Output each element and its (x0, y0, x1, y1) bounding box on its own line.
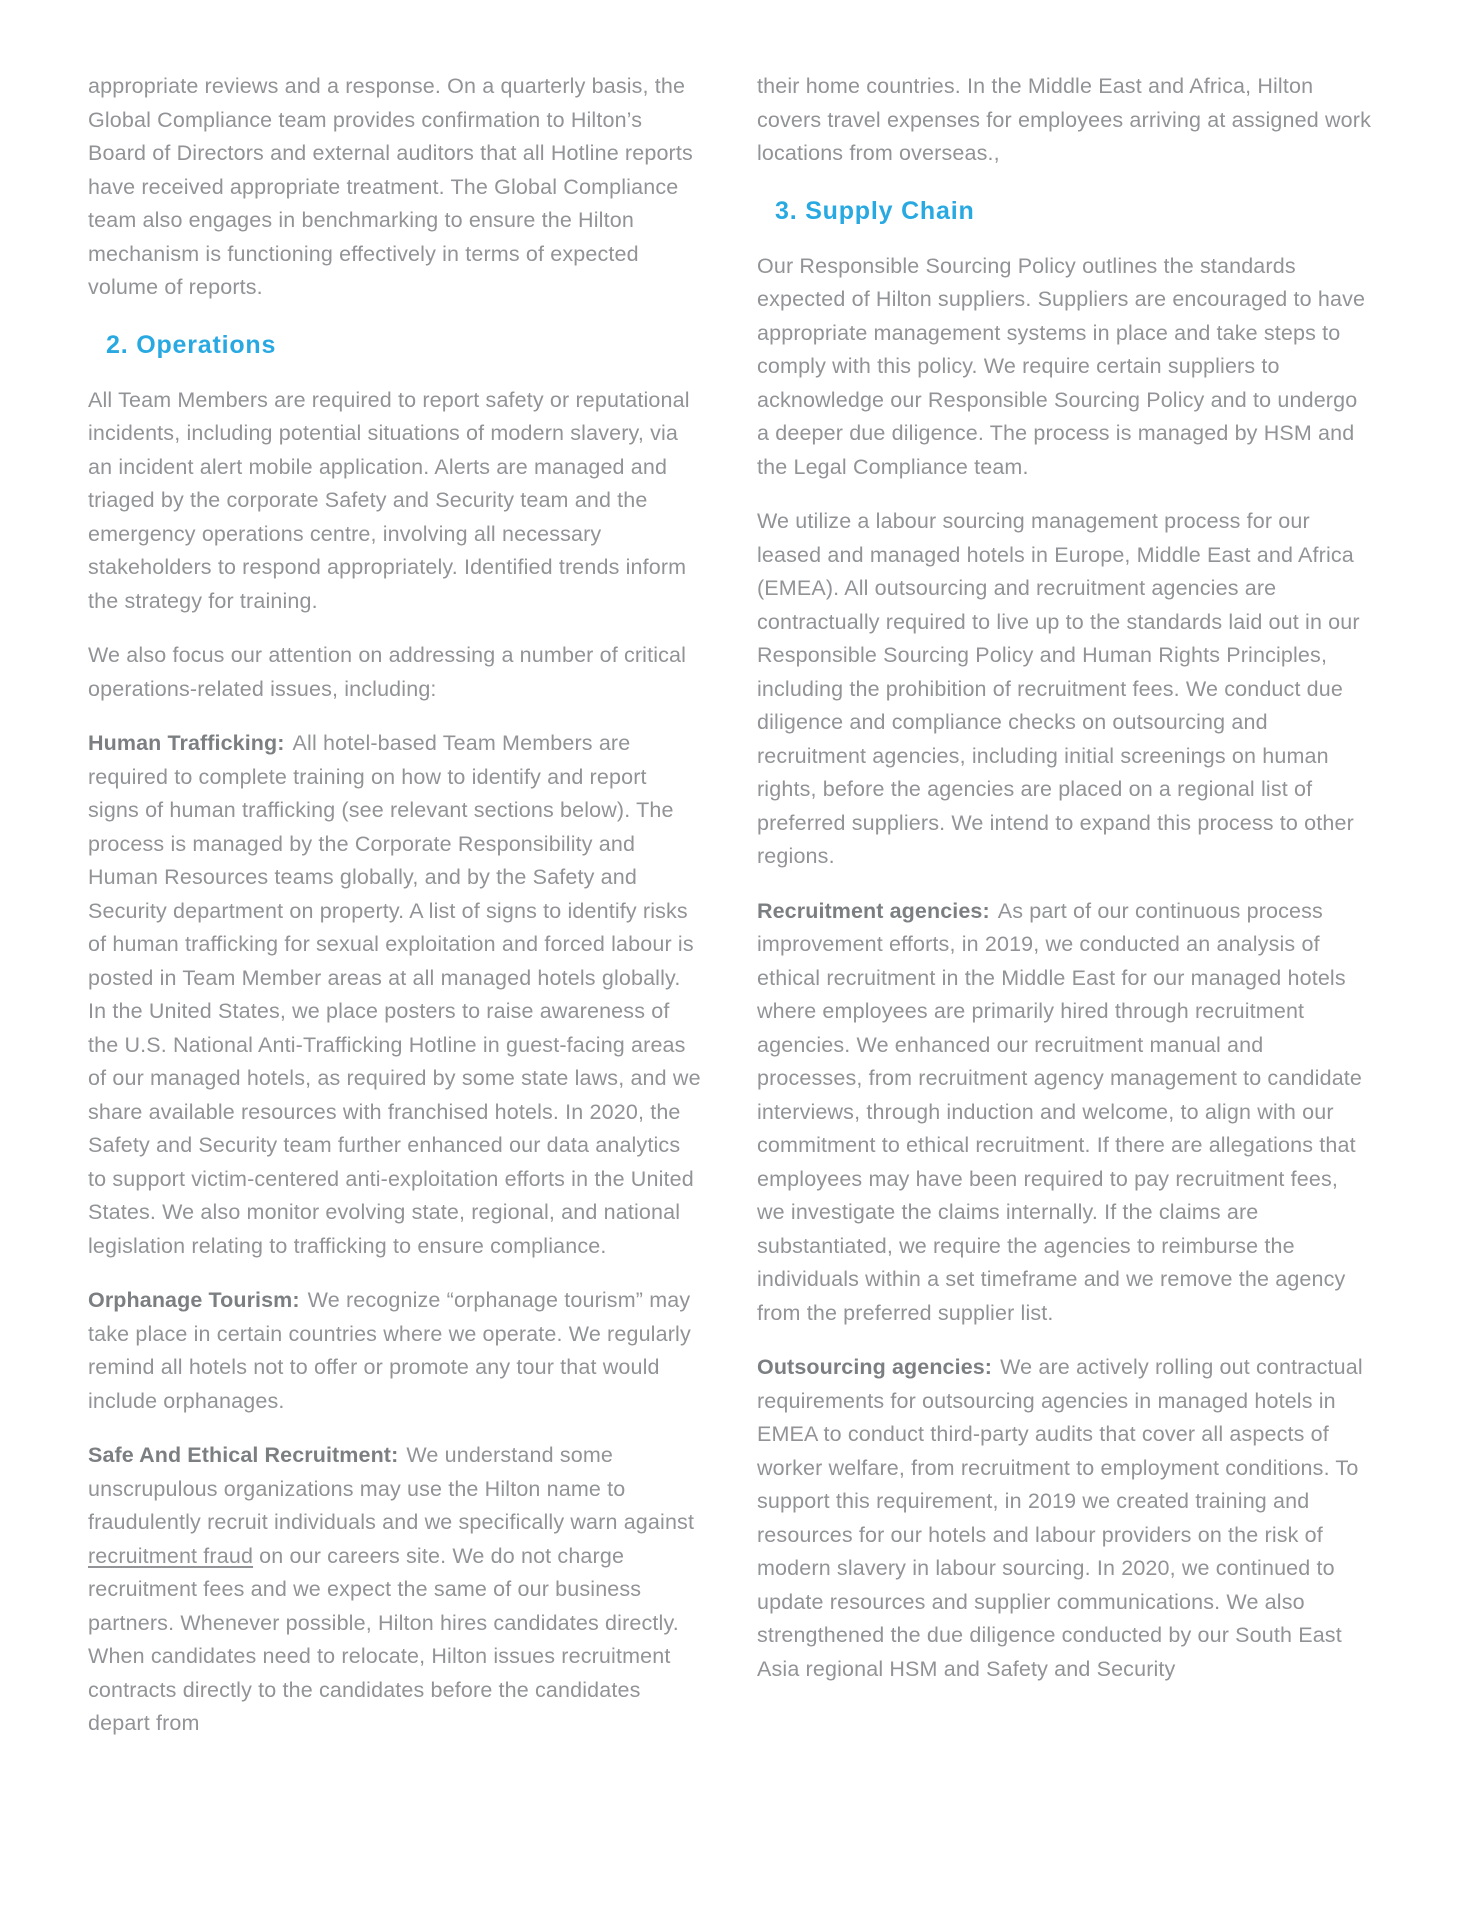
paragraph-text: We recognize “orphanage tourism” may take place in certain countries where we operate. We regularly remind all hotels not to offer or promote any tour that would include orphanages. (88, 1288, 691, 1413)
page-content (88, 70, 1371, 1741)
section-heading-supply-chain: 3. Supply Chain (775, 196, 975, 225)
paragraph-orphanage-tourism (88, 1284, 702, 1418)
section-heading-operations: 2. Operations (106, 330, 277, 359)
paragraph: Our Responsible Sourcing Policy outlines the standards expected of Hilton suppliers. Suppliers are encouraged to have appropriate management systems in place and take steps to comply with this policy. We require certain suppliers to acknowledge our Responsible Sourcing Policy and to undergo a deeper due diligence. The process is managed by HSM and the Legal Compliance team. (757, 253, 1366, 479)
paragraph-human-trafficking (88, 727, 702, 1263)
paragraph-recruitment-agencies (757, 895, 1371, 1331)
run-in-label: Recruitment agencies: (757, 898, 990, 923)
paragraph-text: We are actively rolling out contractual requirements for outsourcing agencies in managed hotels in EMEA to conduct third-party audits that cover all aspects of worker welfare, from recruitment to employment conditions. To support this requirement, in 2019 we created training and resources for our hotels and labour providers on the risk of modern slavery in labour sourcing. In 2020, we continued to update resources and supplier communications. We also strengthened the due diligence conducted by our South East Asia regional HSM and Safety and Security (757, 1355, 1363, 1681)
run-in-label: Safe And Ethical Recruitment: (88, 1443, 399, 1467)
paragraph-text-after-link: on our careers site. We do not charge recruitment fees and we expect the same of our business partners. Whenever possible, Hilton hires candidates directly. When candidates need to relocate, Hilton issues recruitment contracts directly to the candidates before the candidates depart from (88, 1543, 679, 1735)
paragraph: their home countries. In the Middle East and Africa, Hilton covers travel expenses for employees arriving at assigned work locations from overseas., (757, 74, 1371, 165)
paragraph: We utilize a labour sourcing management process for our leased and managed hotels in Europe, Middle East and Africa (EMEA). All outsourcing and recruitment agencies are contractually required to live up to the standards laid out in our Responsible Sourcing Policy and Human Rights Principles, including the prohibition of recruitment fees. We conduct due diligence and compliance checks on outsourcing and recruitment agencies, including initial screenings on human rights, before the agencies are placed on a regional list of preferred suppliers. We intend to expand this process to other regions. (757, 509, 1360, 868)
paragraph: appropriate reviews and a response. On a quarterly basis, the Global Compliance team provides confirmation to Hilton’s Board of Directors and external auditors that all Hotline reports have received appropriate treatment. The Global Compliance team also engages in benchmarking to ensure the Hilton mechanism is functioning effectively in terms of expected volume of reports. (88, 74, 693, 299)
recruitment-fraud-link[interactable]: recruitment fraud (88, 1543, 254, 1568)
paragraph-safe-ethical-recruitment (88, 1439, 702, 1741)
paragraph: All Team Members are required to report safety or reputational incidents, including potential situations of modern slavery, via an incident alert mobile application. Alerts are managed and triaged by the corporate Safety and Security team and the emergency operations centre, involving all necessary stakeholders to respond appropriately. Identified trends inform the strategy for training. (88, 387, 690, 613)
paragraph-outsourcing-agencies (757, 1351, 1371, 1686)
run-in-label: Orphanage Tourism: (88, 1288, 300, 1312)
paragraph-text-before-link: We understand some unscrupulous organizations may use the Hilton name to fraudulently recruit individuals and we specifically warn against (88, 1443, 695, 1534)
paragraph-text: All hotel-based Team Members are required to complete training on how to identify and report signs of human trafficking (see relevant sections below). The process is managed by the Corporate Responsibility and Human Resources teams globally, and by the Safety and Security department on property. A list of signs to identify risks of human trafficking for sexual exploitation and forced labour is posted in Team Member areas at all managed hotels globally. In the United States, we place posters to raise awareness of the U.S. National Anti-Trafficking Hotline in guest-facing areas of our managed hotels, as required by some state laws, and we share available resources with franchised hotels. In 2020, the Safety and Security team further enhanced our data analytics to support victim-centered anti-exploitation efforts in the United States. We also monitor evolving state, regional, and national legislation relating to trafficking to ensure compliance. (88, 731, 701, 1258)
left-column (88, 70, 702, 1741)
run-in-label: Human Trafficking: (88, 731, 285, 755)
paragraph-text: As part of our continuous process improvement efforts, in 2019, we conducted an analysis of ethical recruitment in the Middle East for our managed hotels where employees are primarily hired through recruitment agencies. We enhanced our recruitment manual and processes, from recruitment agency management to candidate interviews, through induction and welcome, to align with our commitment to ethical recruitment. If there are allegations that employees may have been required to pay recruitment fees, we investigate the claims internally. If the claims are substantiated, we require the agencies to reimburse the individuals within a set timeframe and we remove the agency from the preferred supplier list. (757, 898, 1363, 1325)
run-in-label: Outsourcing agencies: (757, 1355, 993, 1379)
right-column (757, 70, 1371, 1741)
paragraph: We also focus our attention on addressing a number of critical operations-related issues, including: (88, 643, 687, 701)
